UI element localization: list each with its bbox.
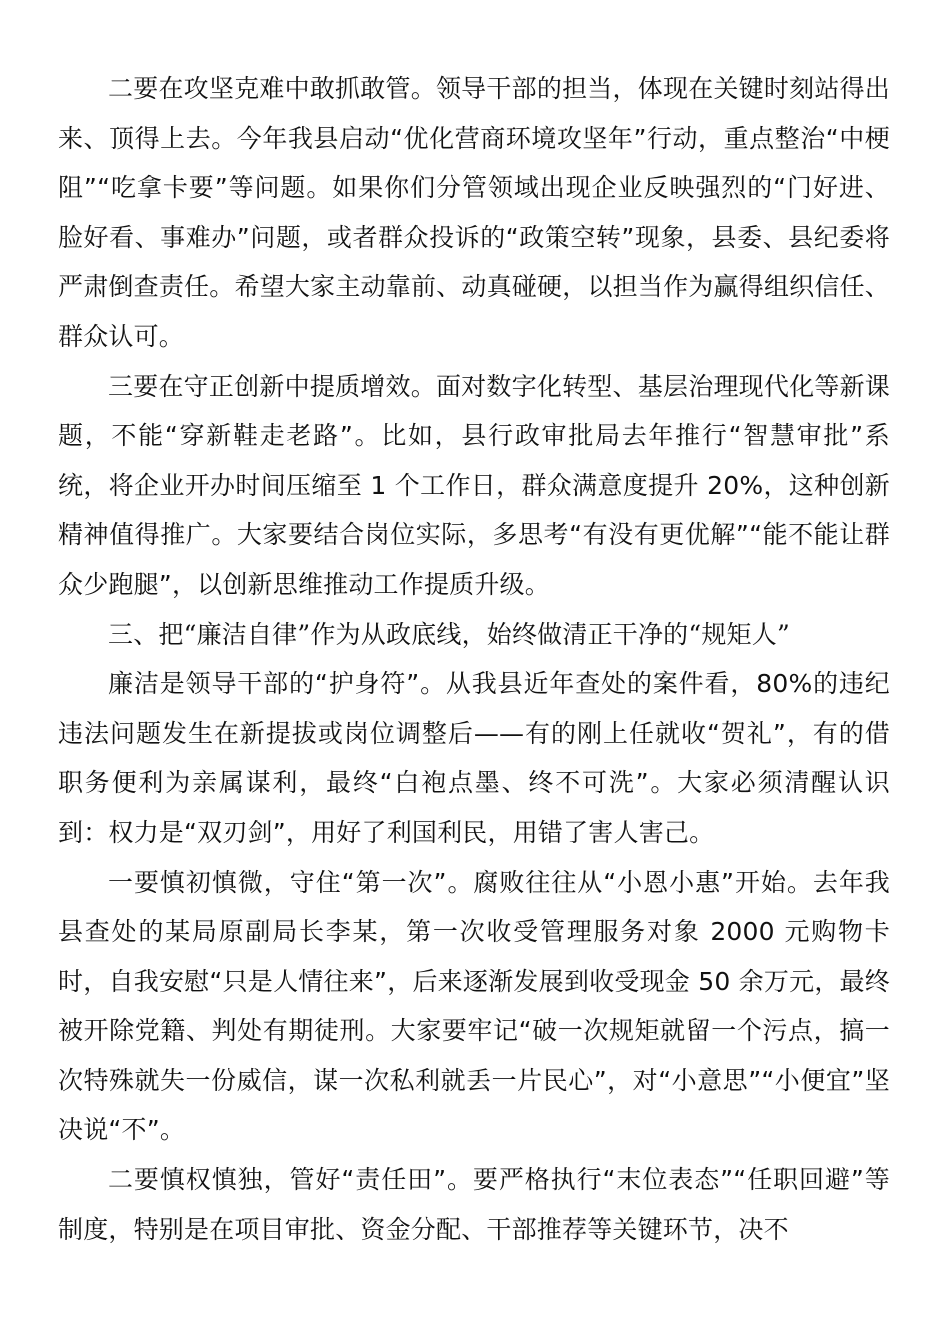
- paragraph-first-time: 一要慎初慎微，守住“第一次”。腐败往往从“小恩小惠”开始。去年我县查处的某局原副局长李某，第一次收受管理服务对象 2000 元购物卡时，自我安慰“只是人情往来”，后来逐渐发展到收受现金 50 余万元，最终被开除党籍、判处有期徒刑。大家要牢记“破一次规矩就留一个污点，搞一次特殊就失一份威信，谋一次私利就丢一片民心”，对“小意思”“小便宜”坚决说“不”。: [58, 867, 890, 1145]
- paragraph-responsibility: 二要慎权慎独，管好“责任田”。要严格执行“末位表态”“任职回避”等制度，特别是在项目审批、资金分配、干部推荐等关键环节，决不: [58, 1165, 890, 1244]
- document-body: [58, 64, 890, 1254]
- paragraph-dare-to-manage: 二要在攻坚克难中敢抓敢管。领导干部的担当，体现在关键时刻站得出来、顶得上去。今年我县启动“优化营商环境攻坚年”行动，重点整治“中梗阻”“吃拿卡要”等问题。如果你们分管领域出现企业反映强烈的“门好进、脸好看、事难办”问题，或者群众投诉的“政策空转”现象，县委、县纪委将严肃倒查责任。希望大家主动靠前、动真碰硬，以担当作为赢得组织信任、群众认可。: [58, 74, 890, 351]
- section-heading-integrity: 三、把“廉洁自律”作为从政底线，始终做清正干净的“规矩人”: [108, 619, 790, 649]
- paragraph-integrity-intro: 廉洁是领导干部的“护身符”。从我县近年查处的案件看，80%的违纪违法问题发生在新提拔或岗位调整后——有的刚上任就收“贺礼”，有的借职务便利为亲属谋利，最终“白袍点墨、终不可洗”。大家必须清醒认识到：权力是“双刃剑”，用好了利国利民，用错了害人害己。: [58, 669, 890, 847]
- paragraph-innovation: 三要在守正创新中提质增效。面对数字化转型、基层治理现代化等新课题，不能“穿新鞋走老路”。比如，县行政审批局去年推行“智慧审批”系统，将企业开办时间压缩至 1 个工作日，群众满意度提升 20%，这种创新精神值得推广。大家要结合岗位实际，多思考“有没有更优解”“能不能让群众少跑腿”，以创新思维推动工作提质升级。: [58, 371, 890, 599]
